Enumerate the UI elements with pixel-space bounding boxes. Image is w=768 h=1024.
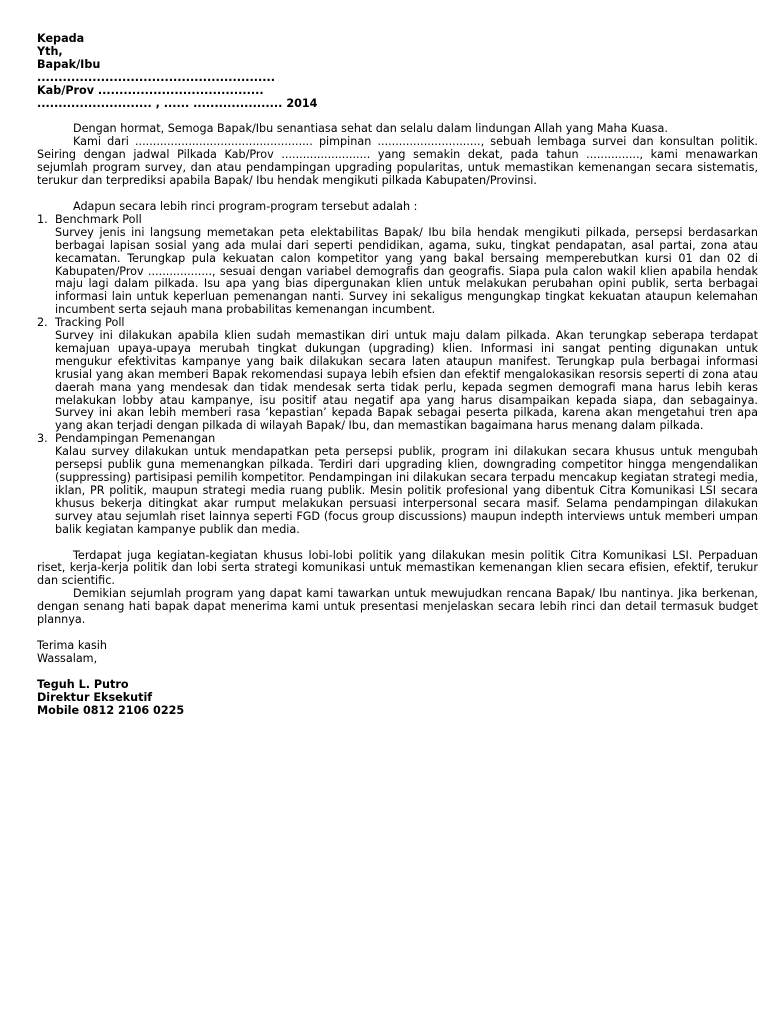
signature-block [37,679,758,718]
program-number: 1. [37,212,48,226]
recipient-name-blank: ........................................................ [37,70,275,84]
signer-name: Teguh L. Putro [37,677,129,691]
program-number: 3. [37,432,48,446]
intro-paragraph: Kami dari .................................................. pimpinan ............................., sebuah lembaga survei dan konsultan politik. Seiring dengan jadwal Pilkada Kab/Prov ......................... yang semakin dekat, pada tahun ..............., kami menawarkan sejumlah program survey, dan atau pendampingan upgrading popularitas, untuk memastikan kemenangan secara sistematis, terukur dan terprediksi apabila Bapak/ Ibu hendak mengikuti pilkada Kabupaten/Provinsi. [37,135,758,188]
program-description: Survey ini dilakukan apabila klien sudah memastikan diri untuk maju dalam pilkada. Akan terungkap seberapa terdapat kemajuan upaya-upaya merubah tingkat dukungan (upgrading) klien. Informasi ini sangat penting digunakan untuk mengukur efektivitas kampanye yang baik dilakukan secara laten ataupun manifest. Terungkap pula berbagai informasi krusial yang akan memberi Bapak rekomendasi supaya lebih efsien dan efektif mengalokasikan resorsis seperti di zona atau daerah mana yang mendesak dan tidak mendesak serta tidak perlu, kepada segmen demografi mana harus lebih keras melakukan lobby atau kampanye, isu positif atau negatif apa yang harus disampaikan kepada siapa, dan sebagainya. Survey ini akan lebih memberi rasa ‘kepastian’ kepada Bapak sebagai peserta pilkada, karena akan mengetahui tren apa yang akan terjadi dengan pilkada di wilayah Bapak/ Ibu, dan memastikan bagaimana harus menang dalam pilkada. [55,329,758,433]
greeting-paragraph: Dengan hormat, Semoga Bapak/Ibu senantiasa sehat dan selalu dalam lindungan Allah yang Maha Kuasa. [73,122,668,136]
program-description: Kalau survey dilakukan untuk mendapatkan peta persepsi publik, program ini dilakukan secara khusus untuk mengubah persepsi publik guna memenangkan pilkada. Terdiri dari upgrading klien, downgrading competitor hingga mengendalikan (suppressing) partisipasi pemilih kompetitor. Pendampingan ini dilakukan secara terpadu mencakup kegiatan strategi media, iklan, PR politik, maupun strategi media ruang publik. Mesin politik profesional yang dibentuk Citra Komunikasi LSI secara khusus bekerja ditingkat akar rumput melakukan persuasi interpersonal secara masif. Selama pendampingan dilakukan survey atau sejumlah riset lainnya seperti FGD (focus group discussions) maupun indepth interviews untuk memberi umpan balik kegiatan kampanye publik dan media. [55,445,758,536]
signoff-wassalam: Wassalam, [37,651,98,665]
letter-date: ........................... , ...... ..................... 2014 [37,96,318,110]
program-item [37,214,758,317]
lobby-paragraph: Terdapat juga kegiatan-kegiatan khusus lobi-lobi politik yang dilakukan mesin politik Citra Komunikasi LSI. Perpaduan riset, kerja-kerja politik dan lobi serta strategi komunikasi untuk memastikan kemenangan klien secara efisien, efektif, terukur dan scientific. [37,548,758,588]
opening-block [37,123,758,188]
recipient-yth: Yth, [37,44,63,58]
program-item [37,317,758,433]
recipient-block [37,33,758,110]
signoff-block [37,640,758,666]
program-description: Survey jenis ini langsung memetakan peta elektabilitas Bapak/ Ibu bila hendak mengikuti pilkada, persepsi berdasarkan berbagai lapisan sosial yang ada mulai dari seperti pendidikan, agama, suku, tingkat pendapatan, asal partai, zona atau kecamatan. Terungkap pula kekuatan calon kompetitor yang yang bakal bersaing memperebutkan kursi 01 dan 02 di Kabupaten/Prov .................., sesuai dengan variabel demografis dan geografis. Siapa pula calon wakil klien apabila hendak maju lagi dalam pilkada. Isu apa yang bias dipergunakan klien untuk melakukan perubahan opini publik, serta berbagai informasi lain untuk keperluan pemenangan nanti. Survey ini sekaligus mengungkap tingkat kekuatan ataupun kelemahan incumbent serta sejauh mana probabilitas kemenangan incumbent. [55,225,758,317]
program-title: Pendampingan Pemenangan [55,432,216,446]
signoff-thanks: Terima kasih [37,638,107,652]
signer-title: Direktur Eksekutif [37,690,153,704]
recipient-bapak-ibu: Bapak/Ibu [37,57,101,71]
program-item [37,433,758,536]
offer-paragraph: Demikian sejumlah program yang dapat kami tawarkan untuk mewujudkan rencana Bapak/ Ibu nantinya. Jika berkenan, dengan senang hati bapak dapat menerima kami untuk presentasi menjelaskan secara lebih rinci dan detail termasuk budget plannya. [37,587,758,627]
letter-page [37,33,758,718]
program-title: Benchmark Poll [55,212,142,226]
program-number: 2. [37,316,48,330]
program-list [37,214,758,537]
programs-intro: Adapun secara lebih rinci program-program tersebut adalah : [73,199,418,213]
signer-mobile: Mobile 0812 2106 0225 [37,703,185,717]
recipient-kepada: Kepada [37,32,85,45]
recipient-kab-prov: Kab/Prov ....................................... [37,83,264,97]
program-title: Tracking Poll [55,316,125,330]
